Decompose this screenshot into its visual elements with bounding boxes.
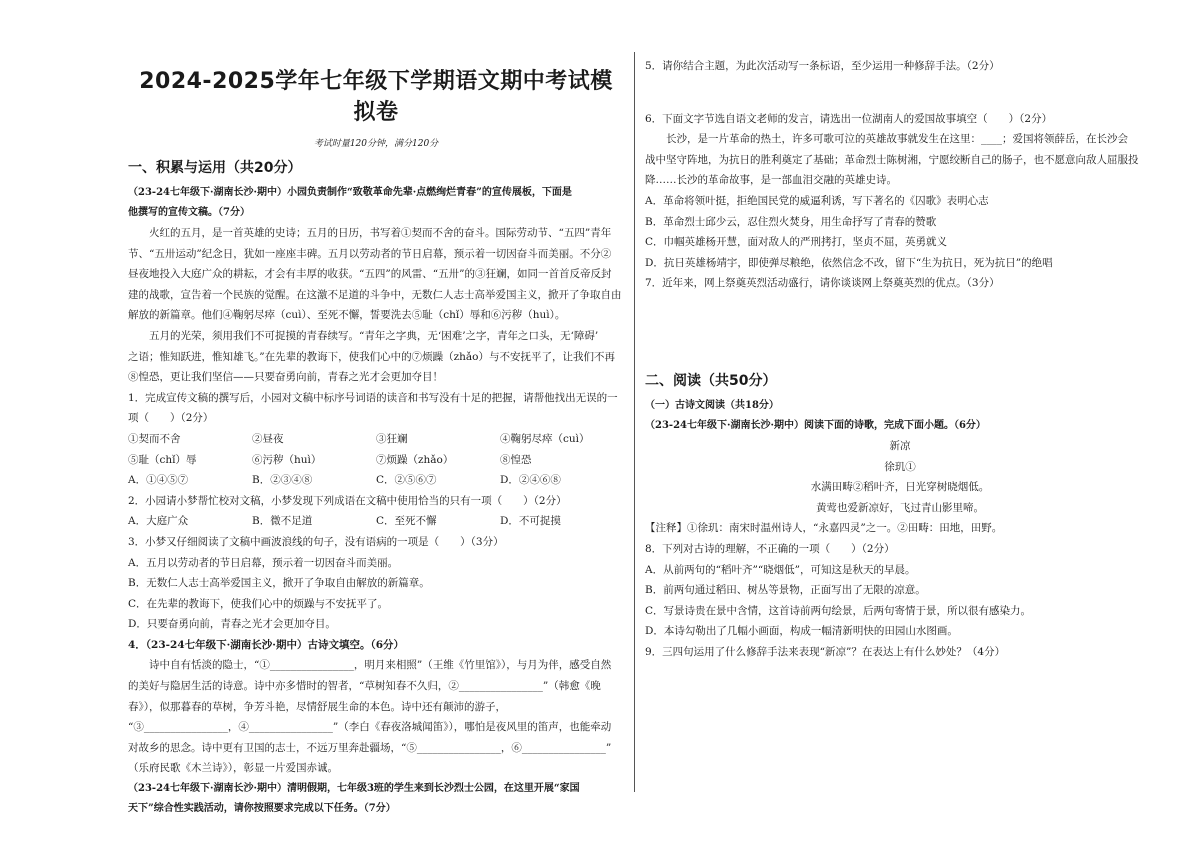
word-item: ⑥污秽（huì）: [252, 453, 322, 466]
word-item: ①契而不舍: [128, 432, 181, 445]
section-1-title: 一、积累与运用（共20分）: [128, 160, 302, 176]
word-item: ②昼夜: [252, 432, 284, 445]
option-a: A．五月以劳动者的节日启幕，预示着一切因奋斗而美丽。: [128, 556, 399, 569]
option-d: D．②④⑥⑧: [500, 474, 561, 487]
passage-line: “③________________，④________________”（李白《春夜洛城闻笛》），哪怕是夜风里的笛声，也能牵动: [128, 721, 612, 734]
right-column: [645, 56, 1155, 662]
option-d: D．只要奋勇向前，青春之光才会更加夺目。: [128, 618, 336, 631]
option-c: C．写景诗贵在景中含情，这首诗前两句绘景，后两句寄情于景，所以很有感染力。: [645, 604, 1032, 617]
question-6-passage: [645, 129, 1155, 191]
question-2: 2．小园请小梦帮忙校对文稿，小梦发现下列成语在文稿中使用恰当的只有一项（ ）（2分）: [128, 494, 567, 507]
exam-subtitle: 考试时量120分钟，满分120分: [313, 139, 439, 149]
question-2-options: [128, 511, 624, 532]
option-d: D．本诗勾勒出了几幅小画面，构成一幅清新明快的田园山水图画。: [645, 625, 958, 638]
passage-line: 对故乡的思念。诗中更有卫国的志士，不远万里奔赴疆场，“⑤________________，⑥________________”: [128, 741, 612, 754]
option-a: A．①④⑤⑦: [128, 474, 189, 487]
question-4: 4．（23-24七年级下·湖南长沙·期中）古诗文填空。（6分）: [128, 638, 405, 651]
poem-line-1: 水满田畴②稻叶齐，日光穿树晓烟低。: [810, 481, 990, 494]
word-item: ④鞠躬尽瘁（cuì）: [500, 432, 590, 445]
passage-line: 火红的五月，是一首英雄的史诗；五月的日历，书写着①契而不舍的奋斗。国际劳动节、“五四”青年: [149, 227, 612, 239]
passage-line: 降……长沙的革命故事，是一部血泪交融的英雄史诗。: [645, 174, 897, 187]
option-c: C．至死不懈: [376, 515, 437, 528]
passage-line: （乐府民歌《木兰诗》），彰显一片爱国赤诚。: [128, 762, 338, 775]
source-3: （23-24七年级下·湖南长沙·期中）阅读下面的诗歌，完成下面小题。（6分）: [645, 419, 986, 431]
question-5: 5．请你结合主题，为此次活动写一条标语，至少运用一种修辞手法。（2分）: [645, 60, 1000, 72]
option-c: C．巾帼英雄杨开慧，面对敌人的严刑拷打，坚贞不屈，英勇就义: [645, 236, 948, 249]
poem-author: 徐玑①: [884, 460, 916, 473]
option-b: B．无数仁人志士高举爱国主义，掀开了争取自由解放的新篇章。: [128, 577, 430, 590]
passage-line: 建的战歌，宣告着一个民族的觉醒。在这激不足道的斗争中，无数仁人志士高举爱国主义，掀开了争取自由: [128, 288, 622, 301]
question-7: 7．近年来，网上祭奠英烈活动盛行，请你谈谈网上祭奠英烈的优点。（3分）: [645, 277, 1000, 290]
passage-line: 昼夜地投入大庭广众的耕耘，才会有丰厚的收获。“五四”的风雷、“五卅”的③狂斓，如同一首首反帝反封: [128, 268, 612, 281]
section-2-title: 二、阅读（共50分）: [645, 372, 777, 389]
option-b: B．微不足道: [252, 515, 313, 528]
passage-line: 的美好与隐居生活的诗意。诗中亦多惜时的智者，“草树知春不久归，②________________”（韩愈《晚: [128, 680, 601, 693]
passage-line: 长沙，是一片革命的热土，许多可歌可泣的英雄故事就发生在这里：____；爱国将领薛岳，在长沙会: [666, 133, 1128, 146]
passage-paragraph-1: [128, 223, 624, 326]
option-c: C．在先辈的教诲下，使我们心中的烦躁与不安抚平了。: [128, 597, 389, 610]
left-column: [128, 56, 624, 819]
passage-line: ⑧惶恐，更让我们坚信——只要奋勇向前，青春之光才会更加夺目！: [128, 371, 443, 384]
source-2-line-2: 天下”综合性实践活动，请你按照要求完成以下任务。（7分）: [128, 803, 396, 815]
word-item: ③狂斓: [376, 432, 408, 445]
exam-title: 2024-2025学年七年级下学期语文期中考试模拟卷: [139, 69, 613, 125]
passage-line: 之语；惟知跃进，惟知雄飞。”在先辈的教诲下，使我们心中的⑦烦躁（zhǎo）与不安抚平了，让我们不再: [128, 350, 615, 363]
passage-line: 战中坚守阵地，为抗日的胜利奠定了基础；革命烈士陈树湘，宁愿绞断自己的肠子，也不愿意向敌人屈服投: [645, 153, 1139, 166]
question-1-words-row-2: [128, 450, 624, 471]
question-6: 6．下面文字节选自语文老师的发言，请选出一位湖南人的爱国故事填空（ ）（2分）: [645, 112, 1053, 125]
source-1-line-2: 他撰写的宣传文稿。（7分）: [128, 207, 250, 218]
question-3: 3．小梦又仔细阅读了文稿中画波浪线的句子，没有语病的一项是（ ）（3分）: [128, 535, 504, 548]
question-8: 8．下列对古诗的理解，不正确的一项（ ）（2分）: [645, 542, 895, 555]
passage-line: 诗中自有恬淡的隐士，“①________________，明月来相照”（王维《竹里馆》），与月为伴，感受自然: [149, 659, 612, 672]
passage-line: 节、“五卅运动”纪念日，犹如一座座丰碑。五月以劳动者的节日启幕，预示着一切因奋斗而美丽。不分②: [128, 247, 612, 260]
question-1-line-1: 1．完成宣传文稿的撰写后，小园对文稿中标序号词语的读音和书写没有十足的把握，请帮他找出无误的一: [128, 391, 618, 404]
option-b: B．②③④⑧: [252, 474, 313, 487]
question-9: 9．三四句运用了什么修辞手法来表现“新凉”？在表达上有什么妙处？（4分）: [645, 645, 1006, 658]
passage-paragraph-2: [128, 326, 624, 388]
word-item: ⑧惶恐: [500, 453, 532, 466]
option-b: B．前两句通过稻田、树丛等景物，正面写出了无限的凉意。: [645, 584, 926, 597]
word-item: ⑦烦躁（zhǎo）: [376, 453, 454, 466]
question-4-passage: [128, 655, 624, 779]
option-a: A．革命将领叶挺，拒绝国民党的威逼利诱，写下著名的《囚歌》表明心志: [645, 194, 989, 207]
option-c: C．②⑤⑥⑦: [376, 474, 437, 487]
option-a: A．从前两句的“稻叶齐”“晓烟低”，可知这是秋天的早晨。: [645, 563, 916, 576]
source-1-line-1: （23-24七年级下·湖南长沙·期中）小园负责制作“致敬革命先辈·点燃绚烂青春”的宣传展板，下面是: [128, 187, 572, 198]
source-2-line-1: （23-24七年级下·湖南长沙·期中）清明假期，七年级3班的学生来到长沙烈士公园，在这里开展“家国: [128, 783, 580, 795]
passage-line: 五月的光荣，须用我们不可捉摸的青春续写。“青年之字典，无‘困难’之字，青年之口头，无‘障碍’: [149, 329, 599, 342]
word-item: ⑤耻（chǐ）辱: [128, 453, 197, 466]
poem-note: 【注释】①徐玑：南宋时温州诗人，“永嘉四灵”之一。②田畴：田地，田野。: [645, 522, 1003, 535]
question-1-words-row-1: [128, 429, 624, 450]
option-b: B．革命烈士邱少云，忍住烈火焚身，用生命抒写了青春的赞歌: [645, 215, 937, 228]
option-d: D．不可捉摸: [500, 515, 561, 528]
option-a: A．大庭广众: [128, 515, 189, 528]
option-d: D．抗日英雄杨靖宇，即使弹尽粮绝，依然信念不改，留下“生为抗日，死为抗日”的绝唱: [645, 256, 1053, 269]
poem-line-2: 黄莺也爱新凉好，飞过青山影里啼。: [816, 501, 984, 514]
column-divider: [634, 52, 635, 792]
subsection-1-title: （一）古诗文阅读（共18分）: [645, 399, 779, 411]
poem-title: 新凉: [889, 439, 911, 452]
question-1-options: [128, 470, 624, 491]
passage-line: 春》），似那暮春的草树，争芳斗艳，尽情舒展生命的本色。诗中还有颠沛的游子，: [128, 700, 506, 713]
question-1-line-2: 项（ ）（2分）: [128, 412, 214, 425]
passage-line: 解放的新篇章。他们④鞠躬尽瘁（cuì）、至死不懈，誓要洗去⑤耻（chǐ）辱和⑥污秽（huì）。: [128, 309, 566, 322]
